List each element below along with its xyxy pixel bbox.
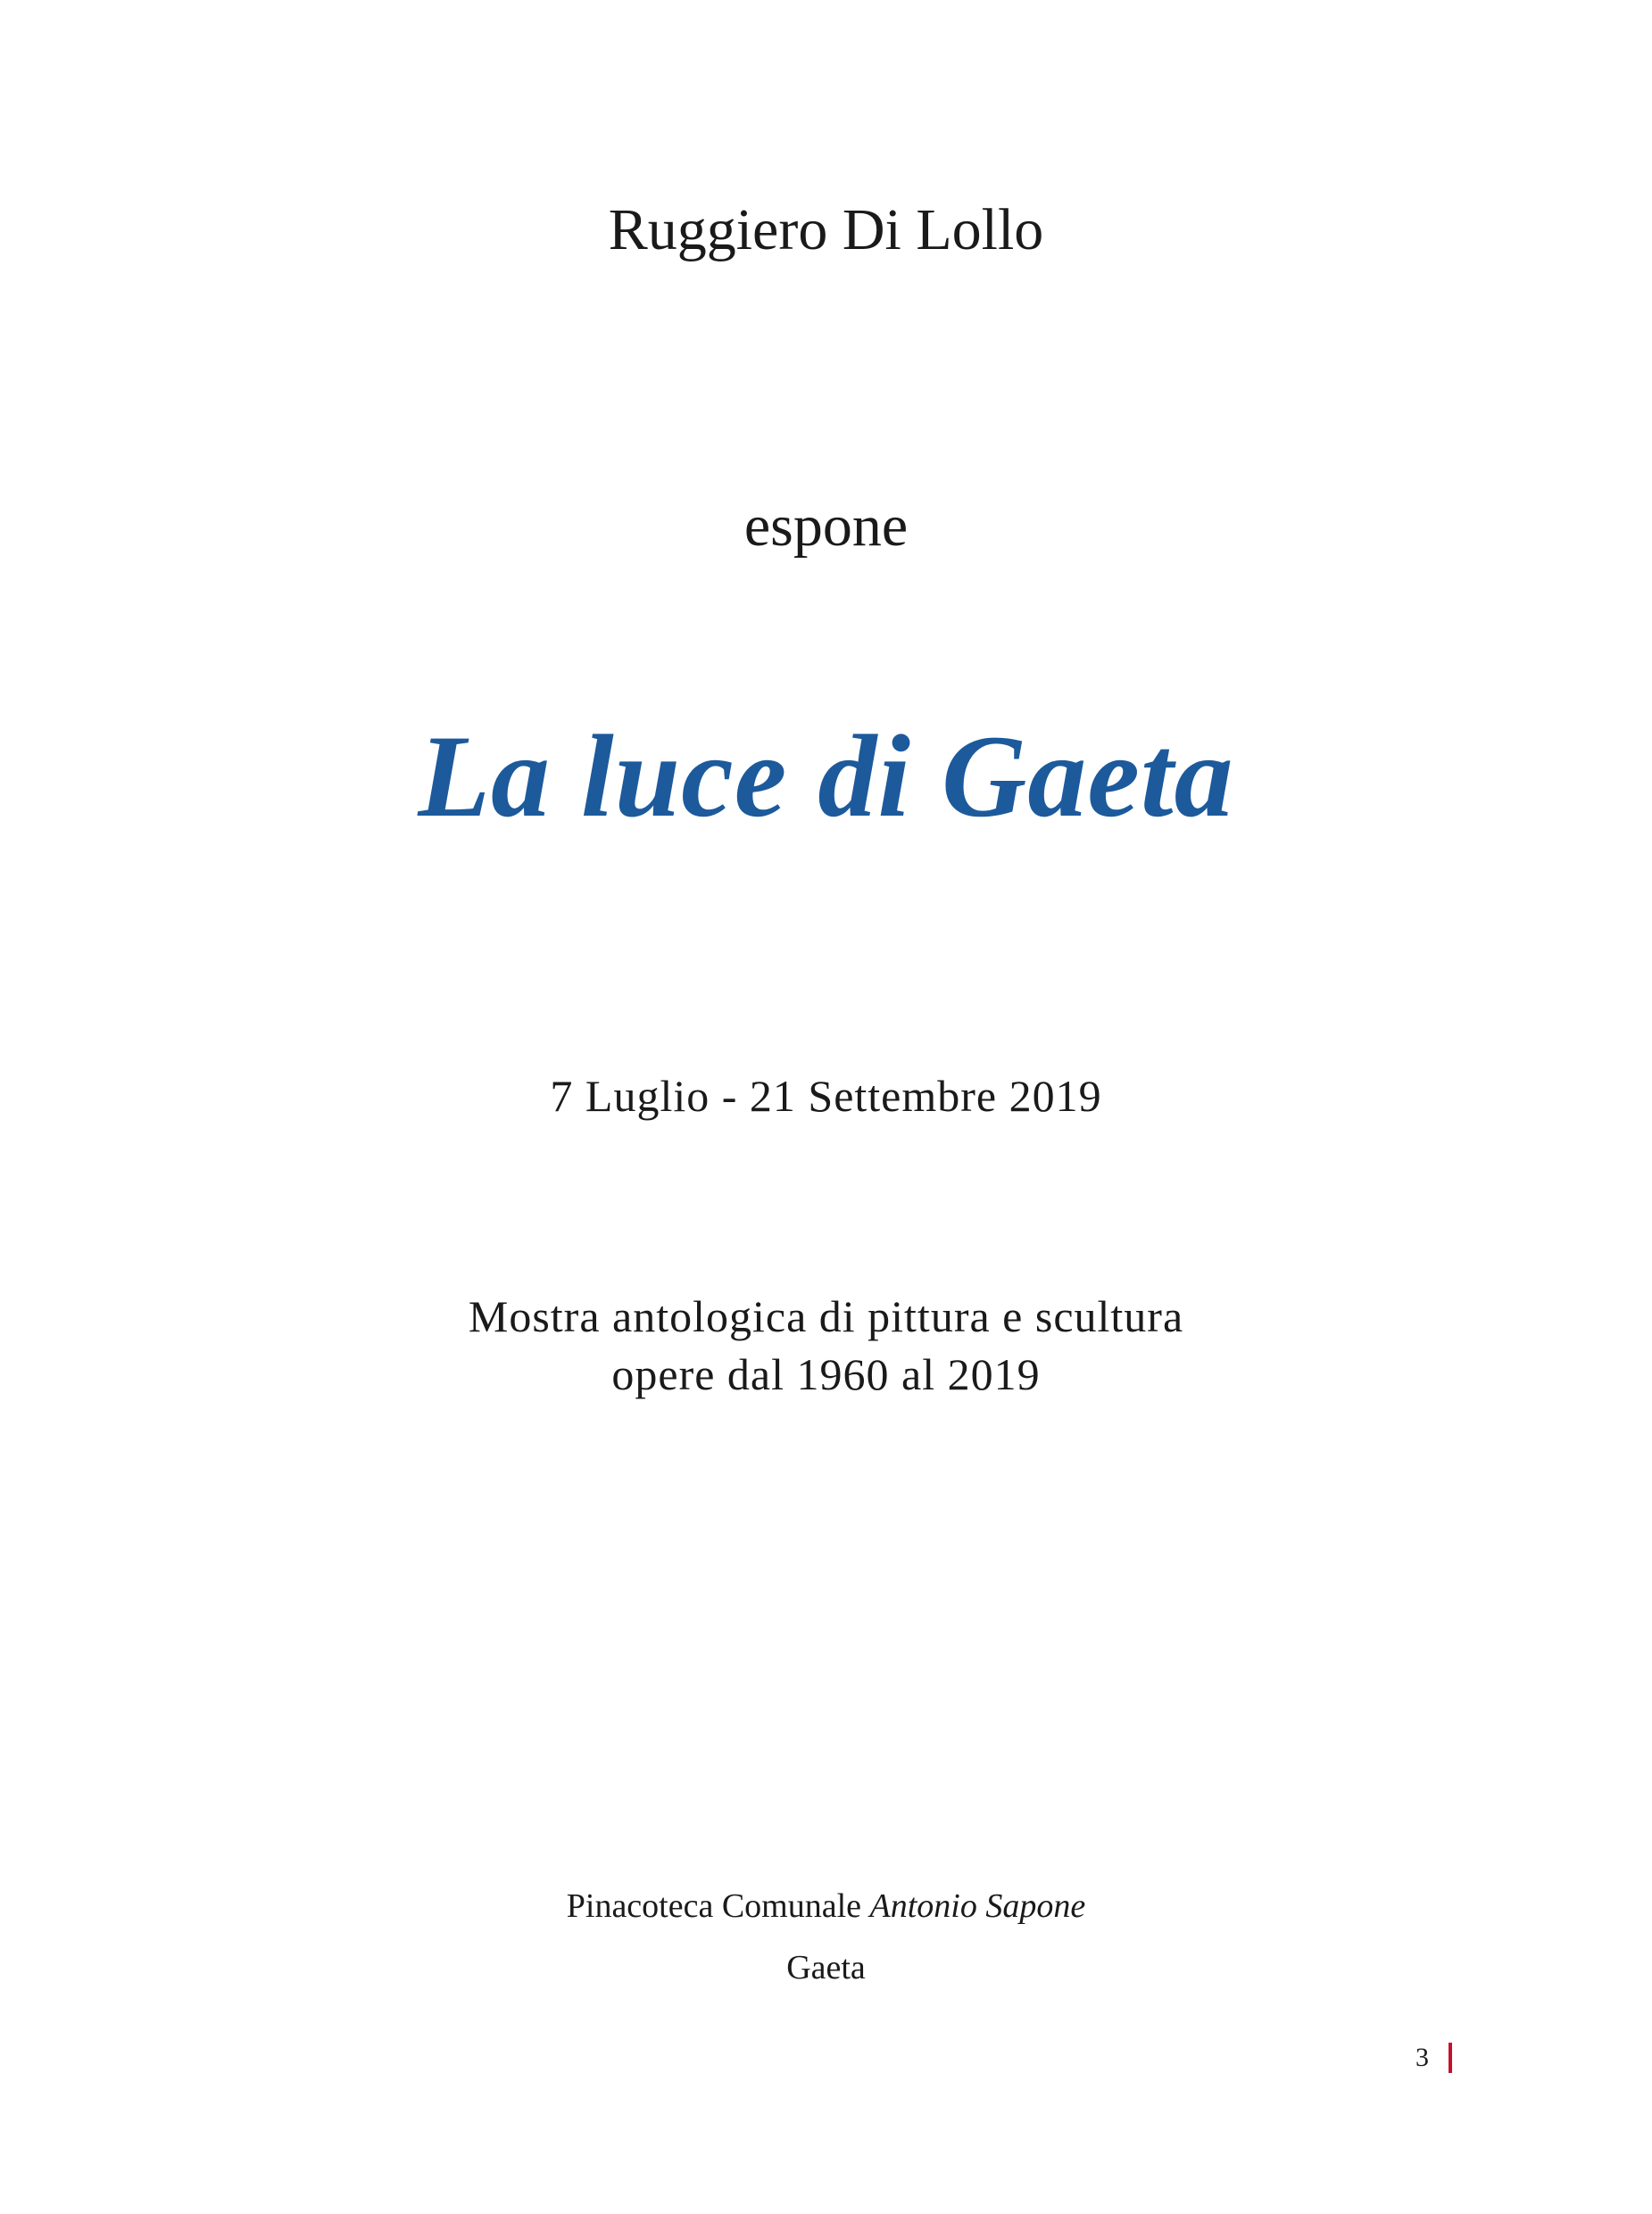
venue-line bbox=[0, 1884, 1652, 1928]
exhibition-dates: 7 Luglio - 21 Settembre 2019 bbox=[550, 1071, 1102, 1121]
venue-prefix: Pinacoteca Comunale bbox=[566, 1887, 862, 1925]
venue-city: Gaeta bbox=[786, 1949, 866, 1986]
exhibition-title: La luce di Gaeta bbox=[418, 710, 1234, 842]
author-name: Ruggiero Di Lollo bbox=[608, 197, 1044, 262]
page-number: 3 bbox=[1415, 2043, 1429, 2072]
description-line-2: opere dal 1960 al 2019 bbox=[611, 1349, 1041, 1399]
venue-name: Antonio Sapone bbox=[869, 1887, 1086, 1925]
page-marker-bar bbox=[1449, 2043, 1452, 2073]
description-line-1: Mostra antologica di pittura e scultura bbox=[468, 1291, 1184, 1341]
espone-text: espone bbox=[743, 493, 909, 559]
